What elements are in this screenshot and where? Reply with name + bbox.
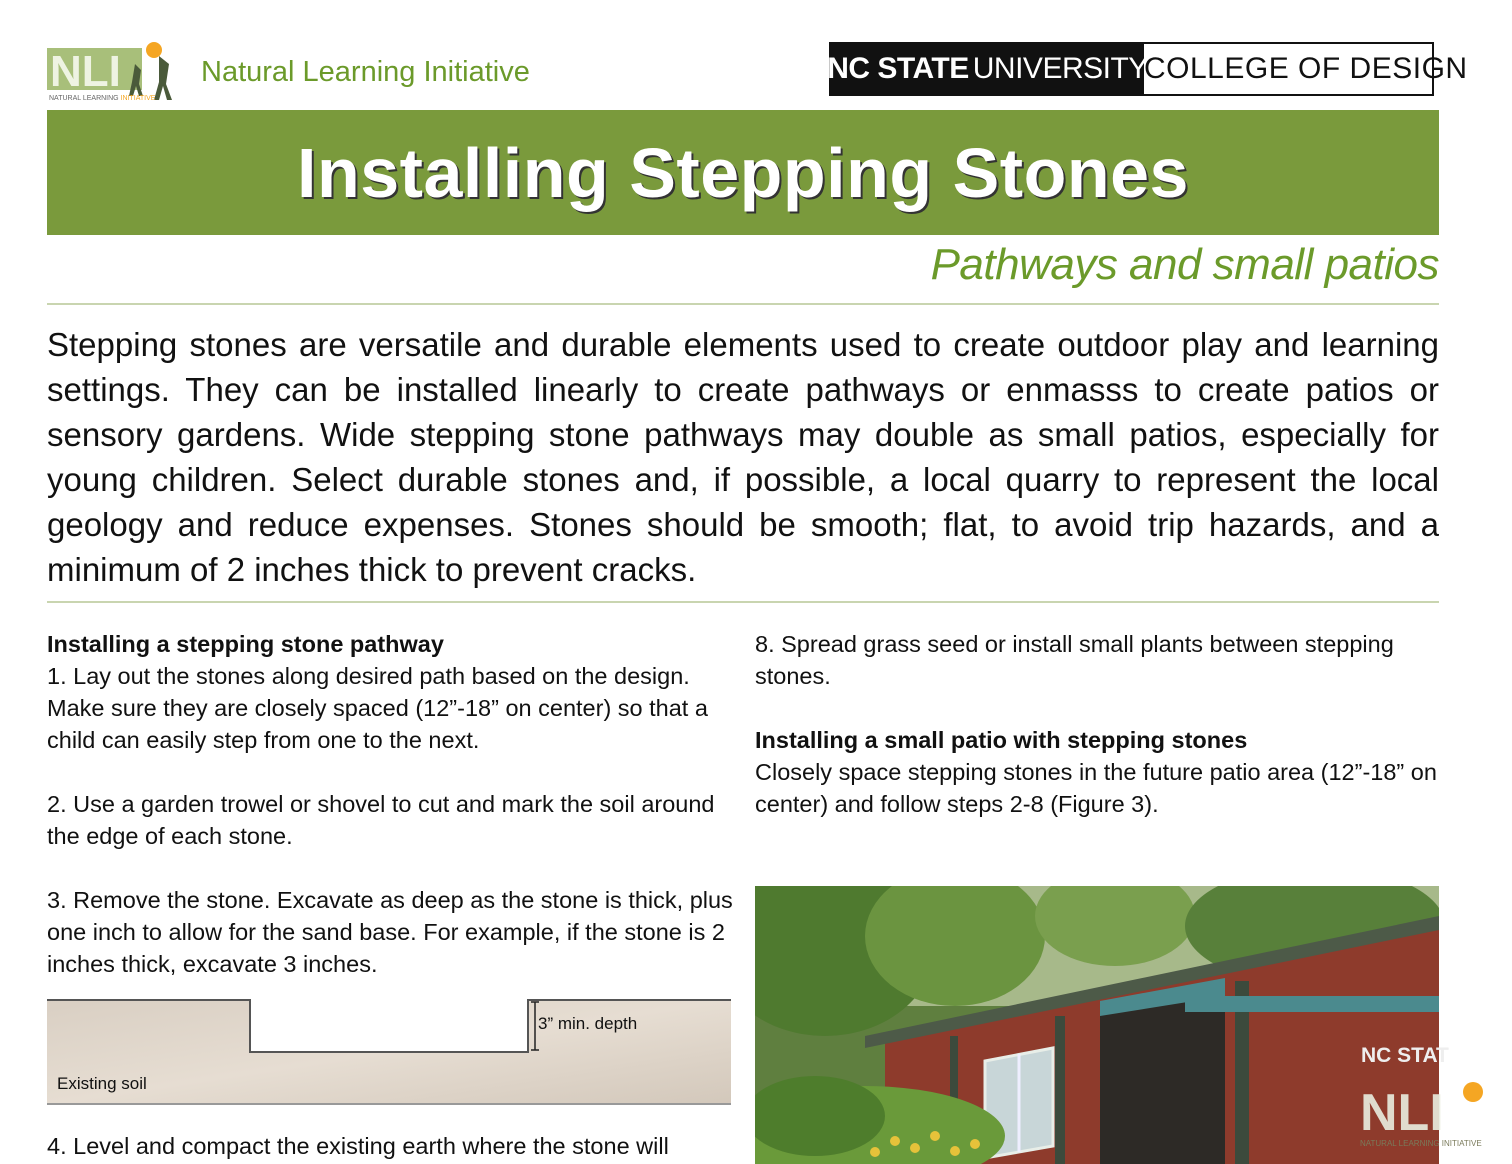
svg-text:NATURAL LEARNING INITIATIVE: NATURAL LEARNING INITIATIVE [1360,1139,1482,1148]
svg-text:NLI: NLI [1360,1084,1444,1142]
ncsu-wordmark [827,44,1148,94]
ncsu-college-logo [827,42,1468,96]
watermark-nli-logo [1360,1080,1512,1150]
page-title: Installing Stepping Stones [297,133,1189,212]
section-heading: Installing a small patio with stepping stones [755,727,1248,753]
step-2: 2. Use a garden trowel or shovel to cut and mark the soil around the edge of each stone. [47,791,715,849]
patio-text: Closely space stepping stones in the future patio area (12”-18” on center) and follow steps 2-8 (Figure 3). [755,759,1437,817]
step-8: 8. Spread grass seed or install small plants between stepping stones. [755,631,1394,689]
depth-label: 3” min. depth [538,1014,638,1033]
step-1: 1. Lay out the stones along desired path based on the design. Make sure they are closely spaced (12”-18” on center) so that a child can easily step from one to the next. [47,663,708,753]
nli-logo [47,42,187,104]
ncsu-bold-text: NC STATE [827,52,969,85]
soil-label: Existing soil [57,1074,147,1093]
organization-name: Natural Learning Initiative [201,56,530,88]
ncsu-rest-text: UNIVERSITY [972,52,1148,85]
step-3: 3. Remove the stone. Excavate as deep as the stone is thick, plus one inch to allow for the sand base. For example, if the stone is 2 inches thick, excavate 3 inches. [47,887,733,977]
college-name: COLLEGE OF DESIGN [1144,52,1468,85]
right-column [755,628,1445,852]
step-4: 4. Level and compact the existing earth where the stone will [47,1133,669,1159]
watermark-text: NC STAT [1361,1044,1449,1067]
patio-photo [755,886,1439,1164]
page-subtitle: Pathways and small patios [930,240,1439,289]
title-banner [47,110,1439,235]
left-column [47,628,737,1012]
svg-text:NLI: NLI [50,47,121,96]
divider [47,601,1439,603]
svg-text:NATURAL LEARNING INITIATIVE: NATURAL LEARNING INITIATIVE [49,95,156,102]
intro-paragraph: Stepping stones are versatile and durable elements used to create outdoor play and learning settings. They can be installed linearly to create pathways or enmasss to create patios or sensory gardens. Wide stepping stone pathways may double as small patios, especially for young children. Select durable stones and, if possible, a local quarry to represent the local geology and reduce expenses. Stones should be smooth; flat, to avoid trip hazards, and a minimum of 2 inches thick to prevent cracks. [47,326,1439,588]
divider [47,303,1439,305]
section-heading: Installing a stepping stone pathway [47,631,444,657]
